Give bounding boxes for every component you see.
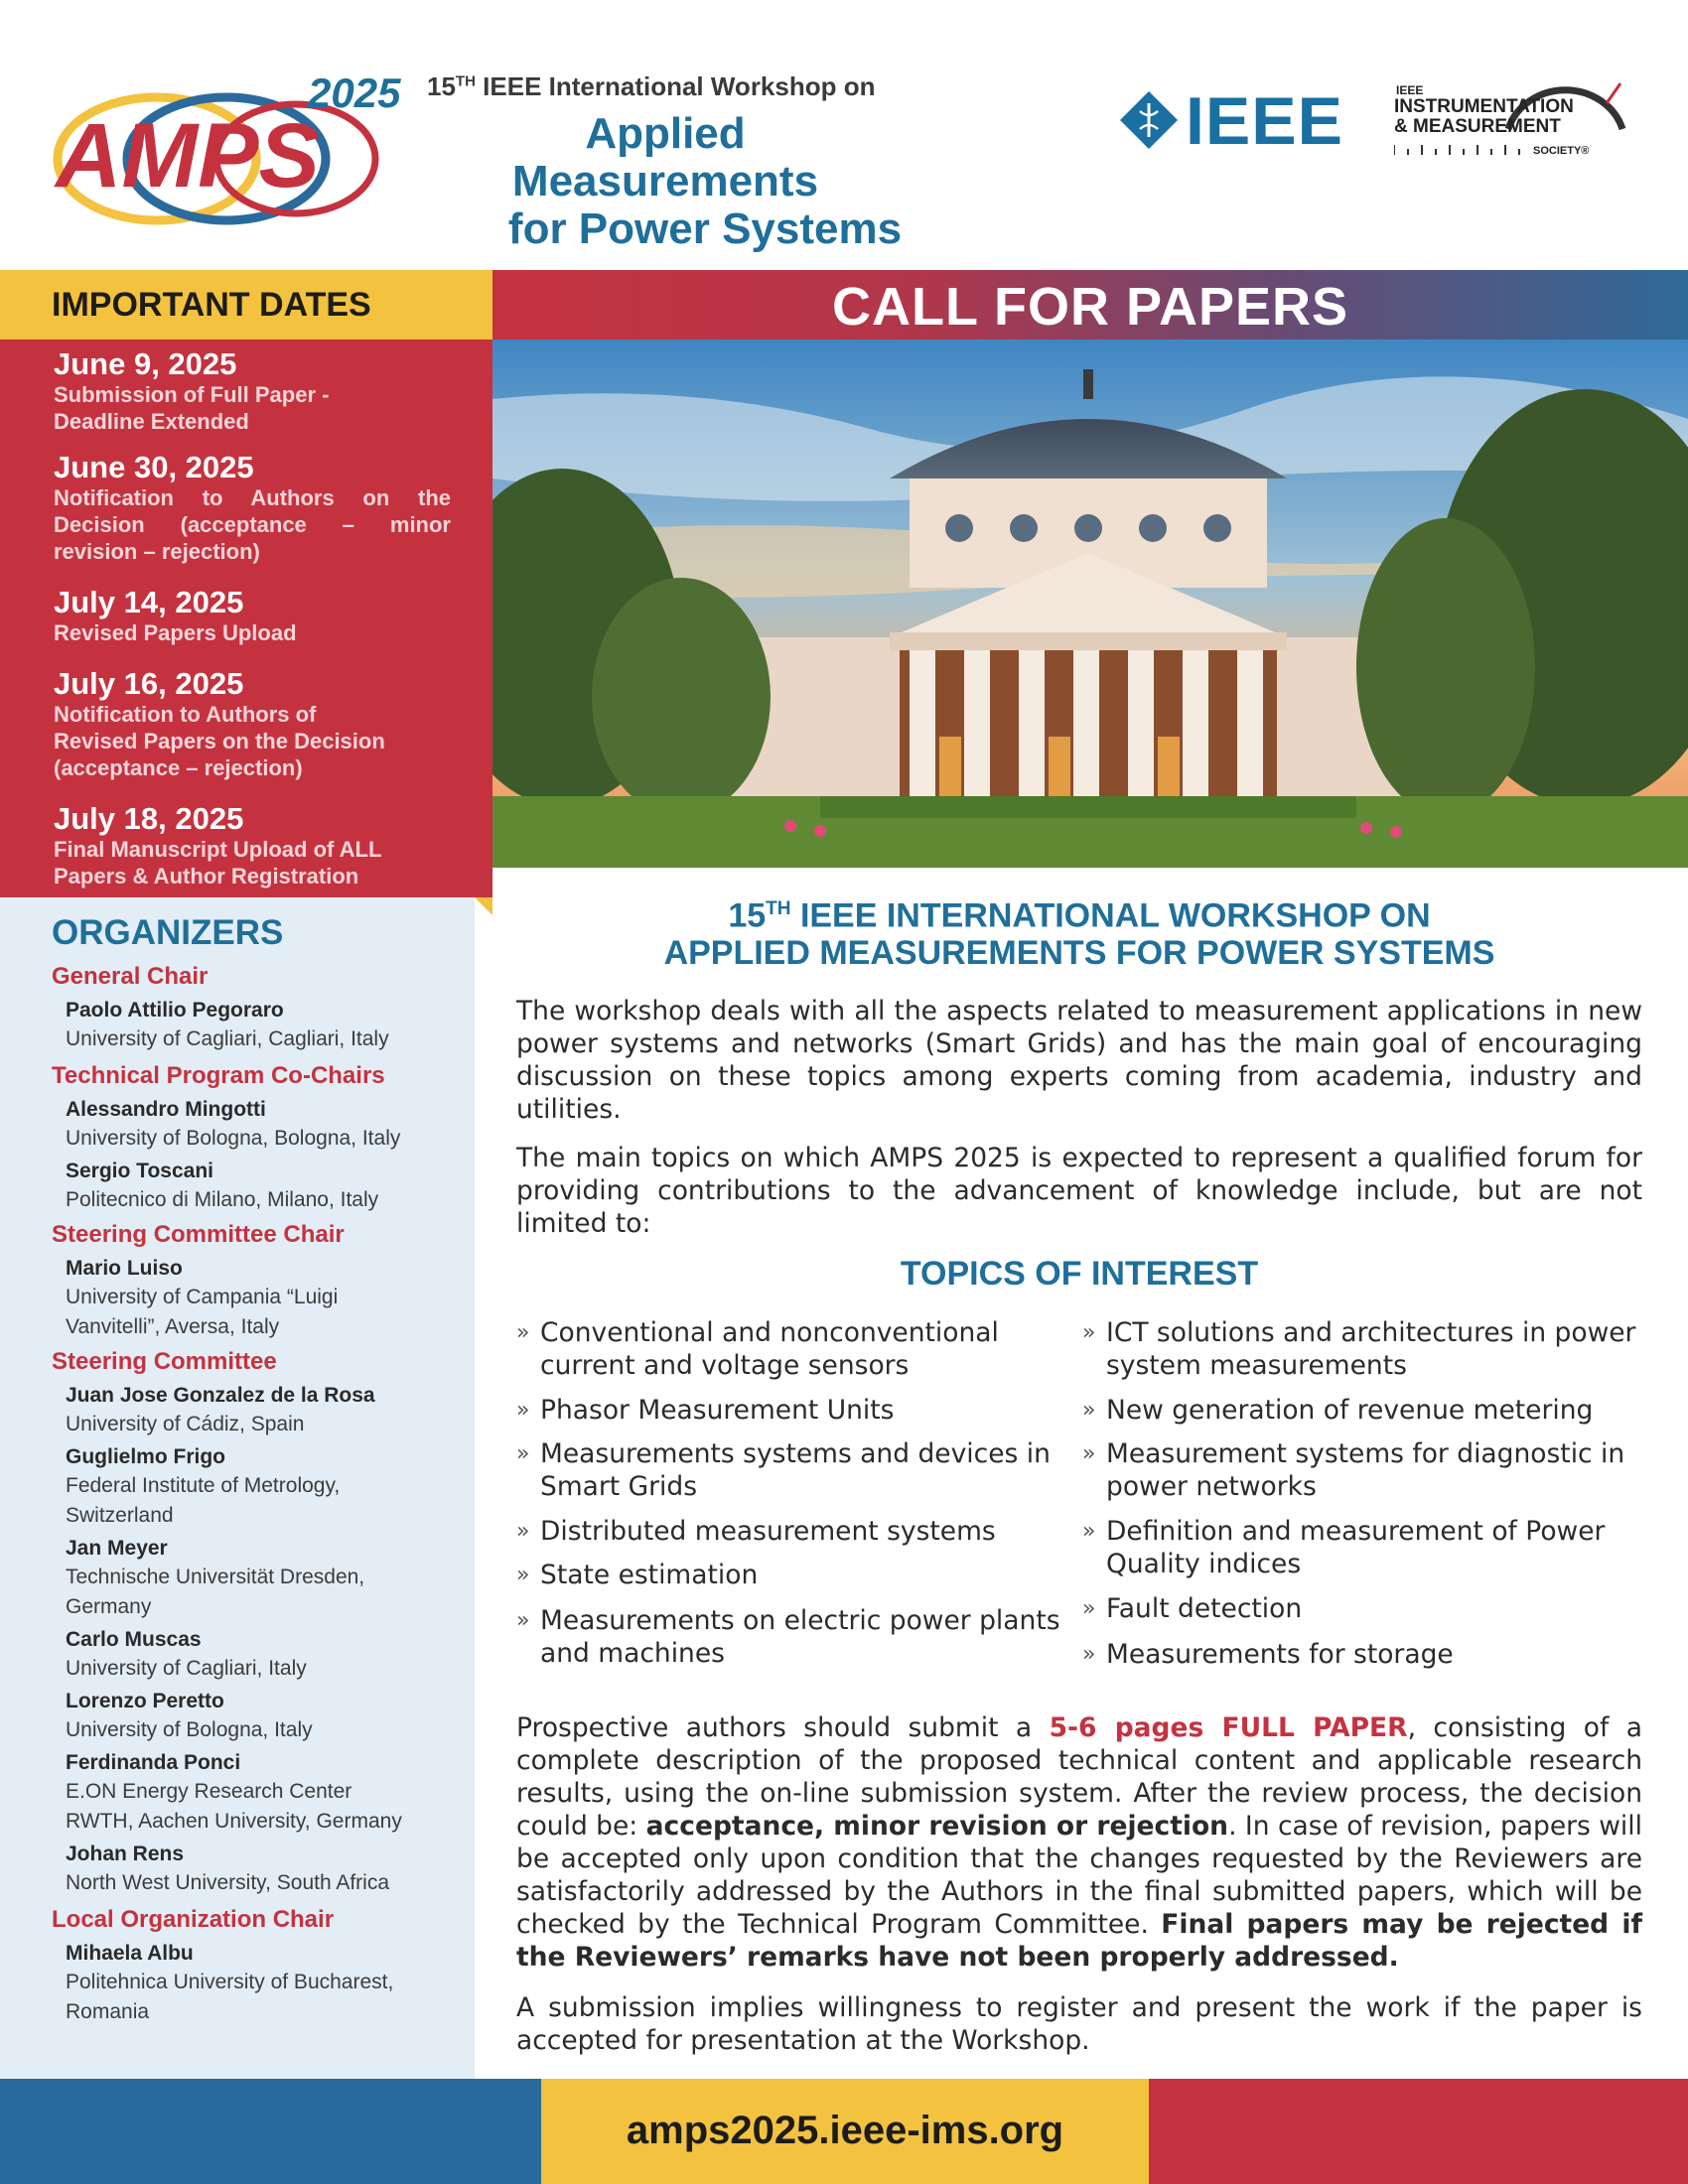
submission-note: A submission implies willingness to register and present the work if the paper is accepted for presentation at the Workshop. <box>516 1992 1642 2056</box>
date-desc: Notification to Authors on the Decision (acceptance – minor revision – rejection) <box>54 485 451 564</box>
organizers-title: ORGANIZERS <box>52 913 284 952</box>
topic-item: » Measurement systems for diagnostic in power networks <box>1082 1438 1625 1502</box>
topic-item: » Measurements for storage <box>1082 1639 1454 1670</box>
organizer-name: Guglielmo Frigo <box>66 1445 225 1468</box>
organizers-panel <box>0 897 475 2079</box>
organizer-affiliation: Romania <box>66 2000 150 2023</box>
bullet-icon: » <box>1082 1398 1096 1423</box>
bullet-icon: » <box>1082 1596 1096 1621</box>
date-desc: (acceptance – rejection) <box>54 755 303 780</box>
date-item <box>54 347 451 435</box>
topic-item: » Distributed measurement systems <box>516 1516 996 1547</box>
date-item <box>54 451 451 565</box>
topic-item: » State estimation <box>516 1560 759 1590</box>
organizer-affiliation: Switzerland <box>66 1504 174 1527</box>
website-link[interactable]: amps2025.ieee-ims.org <box>626 2109 1064 2152</box>
organizer-name: Mihaela Albu <box>66 1942 194 1965</box>
organizer-affiliation: University of Bologna, Italy <box>66 1718 313 1741</box>
ims-line3: SOCIETY® <box>1533 145 1590 157</box>
topic-item: » Phasor Measurement Units <box>516 1395 895 1426</box>
amps-word: AMPS <box>56 105 320 206</box>
date-value: July 18, 2025 <box>54 801 244 836</box>
organizer-name: Paolo Attilio Pegoraro <box>66 999 284 1022</box>
date-desc: Final Manuscript Upload of ALL <box>54 837 382 862</box>
footer-red-block <box>1149 2079 1688 2184</box>
bullet-icon: » <box>1082 1441 1096 1466</box>
topics-title: TOPICS OF INTEREST <box>900 1255 1259 1293</box>
call-for-papers-title: CALL FOR PAPERS <box>831 277 1349 337</box>
date-item <box>54 586 451 646</box>
ims-logo <box>1394 69 1642 169</box>
organizer-affiliation: University of Cádiz, Spain <box>66 1413 305 1435</box>
date-value: June 30, 2025 <box>54 450 254 484</box>
amps-logo <box>48 69 425 238</box>
bullet-icon: » <box>516 1519 530 1544</box>
bullet-icon: » <box>1082 1642 1096 1667</box>
role-steering-committee: Steering Committee <box>52 1348 277 1375</box>
topic-item: » New generation of revenue metering <box>1082 1395 1594 1426</box>
organizer-name: Lorenzo Peretto <box>66 1690 224 1712</box>
organizer-name: Sergio Toscani <box>66 1160 213 1182</box>
bullet-icon: » <box>516 1441 530 1466</box>
panel-corner-accent <box>475 897 492 915</box>
date-desc: Deadline Extended <box>54 409 249 434</box>
ims-scale-icon <box>1394 143 1533 157</box>
role-general-chair: General Chair <box>52 963 209 990</box>
organizer-affiliation: Politecnico di Milano, Milano, Italy <box>66 1188 379 1211</box>
date-desc: Submission of Full Paper - <box>54 382 330 407</box>
logo-year: 2025 <box>308 69 401 116</box>
bullet-icon: » <box>516 1563 530 1587</box>
topic-item: » Definition and measurement of Power Quality indices <box>1082 1516 1606 1579</box>
important-dates-title: IMPORTANT DATES <box>52 286 371 324</box>
organizer-affiliation: North West University, South Africa <box>66 1871 390 1894</box>
topic-item: » Measurements on electric power plants and machines <box>516 1605 1060 1669</box>
topic-item: » ICT solutions and architectures in power system measurements <box>1082 1317 1636 1381</box>
organizer-affiliation: University of Bologna, Bologna, Italy <box>66 1127 401 1150</box>
hero-image-athenaeum <box>492 340 1688 868</box>
topic-item: » Fault detection <box>1082 1593 1303 1624</box>
ims-ieee-label: IEEE <box>1396 83 1424 97</box>
ieee-diamond-icon <box>1120 91 1178 149</box>
organizer-affiliation: University of Campania “Luigi <box>66 1286 339 1308</box>
date-value: July 16, 2025 <box>54 666 244 701</box>
page-footer <box>0 2079 1688 2184</box>
bullet-icon: » <box>516 1608 530 1633</box>
organizer-name: Carlo Muscas <box>66 1628 202 1651</box>
role-tpc-chairs: Technical Program Co-Chairs <box>52 1062 385 1089</box>
topics-intro-paragraph: The main topics on which AMPS 2025 is expected to represent a qualified forum for providing contributions to the advancement of knowledge include, but are not limited to: <box>516 1143 1642 1239</box>
workshop-title-line1: 15TH IEEE INTERNATIONAL WORKSHOP ON <box>728 896 1431 935</box>
ieee-wordmark: IEEE <box>1186 83 1343 159</box>
date-desc: Revised Papers on the Decision <box>54 729 385 753</box>
organizer-name: Juan Jose Gonzalez de la Rosa <box>66 1384 375 1407</box>
organizer-affiliation: E.ON Energy Research Center <box>66 1780 352 1803</box>
important-dates-panel <box>0 340 492 897</box>
organizer-name: Jan Meyer <box>66 1537 168 1560</box>
important-dates-header <box>0 270 492 340</box>
date-desc: Papers & Author Registration <box>54 864 359 888</box>
organizer-affiliation: University of Cagliari, Cagliari, Italy <box>66 1027 389 1050</box>
page-header <box>0 0 1688 270</box>
bullet-icon: » <box>1082 1519 1096 1544</box>
role-sc-chair: Steering Committee Chair <box>52 1221 345 1248</box>
ims-line2: & MEASUREMENT <box>1394 116 1561 137</box>
date-desc: Notification to Authors of <box>54 702 317 727</box>
organizer-affiliation: Technische Universität Dresden, <box>66 1566 365 1588</box>
role-local-chair: Local Organization Chair <box>52 1906 335 1933</box>
organizer-affiliation: Vanvitelli”, Aversa, Italy <box>66 1315 280 1338</box>
header-title-line1: Applied Measurements <box>511 109 819 205</box>
date-value: July 14, 2025 <box>54 585 244 619</box>
header-line1: 15TH IEEE International Workshop on <box>427 71 876 101</box>
organizer-name: Johan Rens <box>66 1843 185 1865</box>
footer-blue-block <box>0 2079 541 2184</box>
date-desc: Revised Papers Upload <box>54 620 297 645</box>
organizer-affiliation: Politehnica University of Bucharest, <box>66 1971 394 1993</box>
organizer-affiliation: Federal Institute of Metrology, <box>66 1474 341 1497</box>
intro-paragraph: The workshop deals with all the aspects related to measurement applications in new power systems and networks (Smart Grids) and has the main goal of encouraging discussion on these topics among experts coming from academia, industry and utilities. <box>516 996 1642 1125</box>
workshop-header-text <box>427 71 904 291</box>
header-title-line2: for Power Systems <box>507 205 903 253</box>
date-item <box>54 802 451 889</box>
organizer-affiliation: Germany <box>66 1595 152 1618</box>
topic-item: » Measurements systems and devices in Smart Grids <box>516 1438 1051 1502</box>
organizer-name: Mario Luiso <box>66 1257 183 1280</box>
organizer-affiliation: RWTH, Aachen University, Germany <box>66 1810 402 1833</box>
topic-item: » Conventional and nonconventional current and voltage sensors <box>516 1317 999 1381</box>
bullet-icon: » <box>1082 1320 1096 1345</box>
organizer-name: Alessandro Mingotti <box>66 1098 266 1121</box>
date-item <box>54 667 451 781</box>
workshop-title-line2: APPLIED MEASUREMENTS FOR POWER SYSTEMS <box>663 934 1495 972</box>
organizer-affiliation: University of Cagliari, Italy <box>66 1657 307 1680</box>
ims-line1: INSTRUMENTATION <box>1394 96 1574 117</box>
call-for-papers-banner <box>492 270 1688 340</box>
organizer-name: Ferdinanda Ponci <box>66 1751 241 1774</box>
bullet-icon: » <box>516 1398 530 1423</box>
date-value: June 9, 2025 <box>54 346 237 381</box>
bullet-icon: » <box>516 1320 530 1345</box>
submission-paragraph: Prospective authors should submit a 5-6 pages FULL PAPER, consisting of a complete description of the proposed technical content and applicable research results, using the on-line submission system. After the review process, the decision could be: acceptance, minor revision or rejection. In case of revision, papers will be accepted only upon condition that the changes requested by the Reviewers are satisfactorily addressed by the Authors in the final submitted papers, which will be checked by the Technical Program Committee. Final papers may be rejected if the Reviewers’ remarks have not been properly addressed. <box>516 1712 1643 1973</box>
